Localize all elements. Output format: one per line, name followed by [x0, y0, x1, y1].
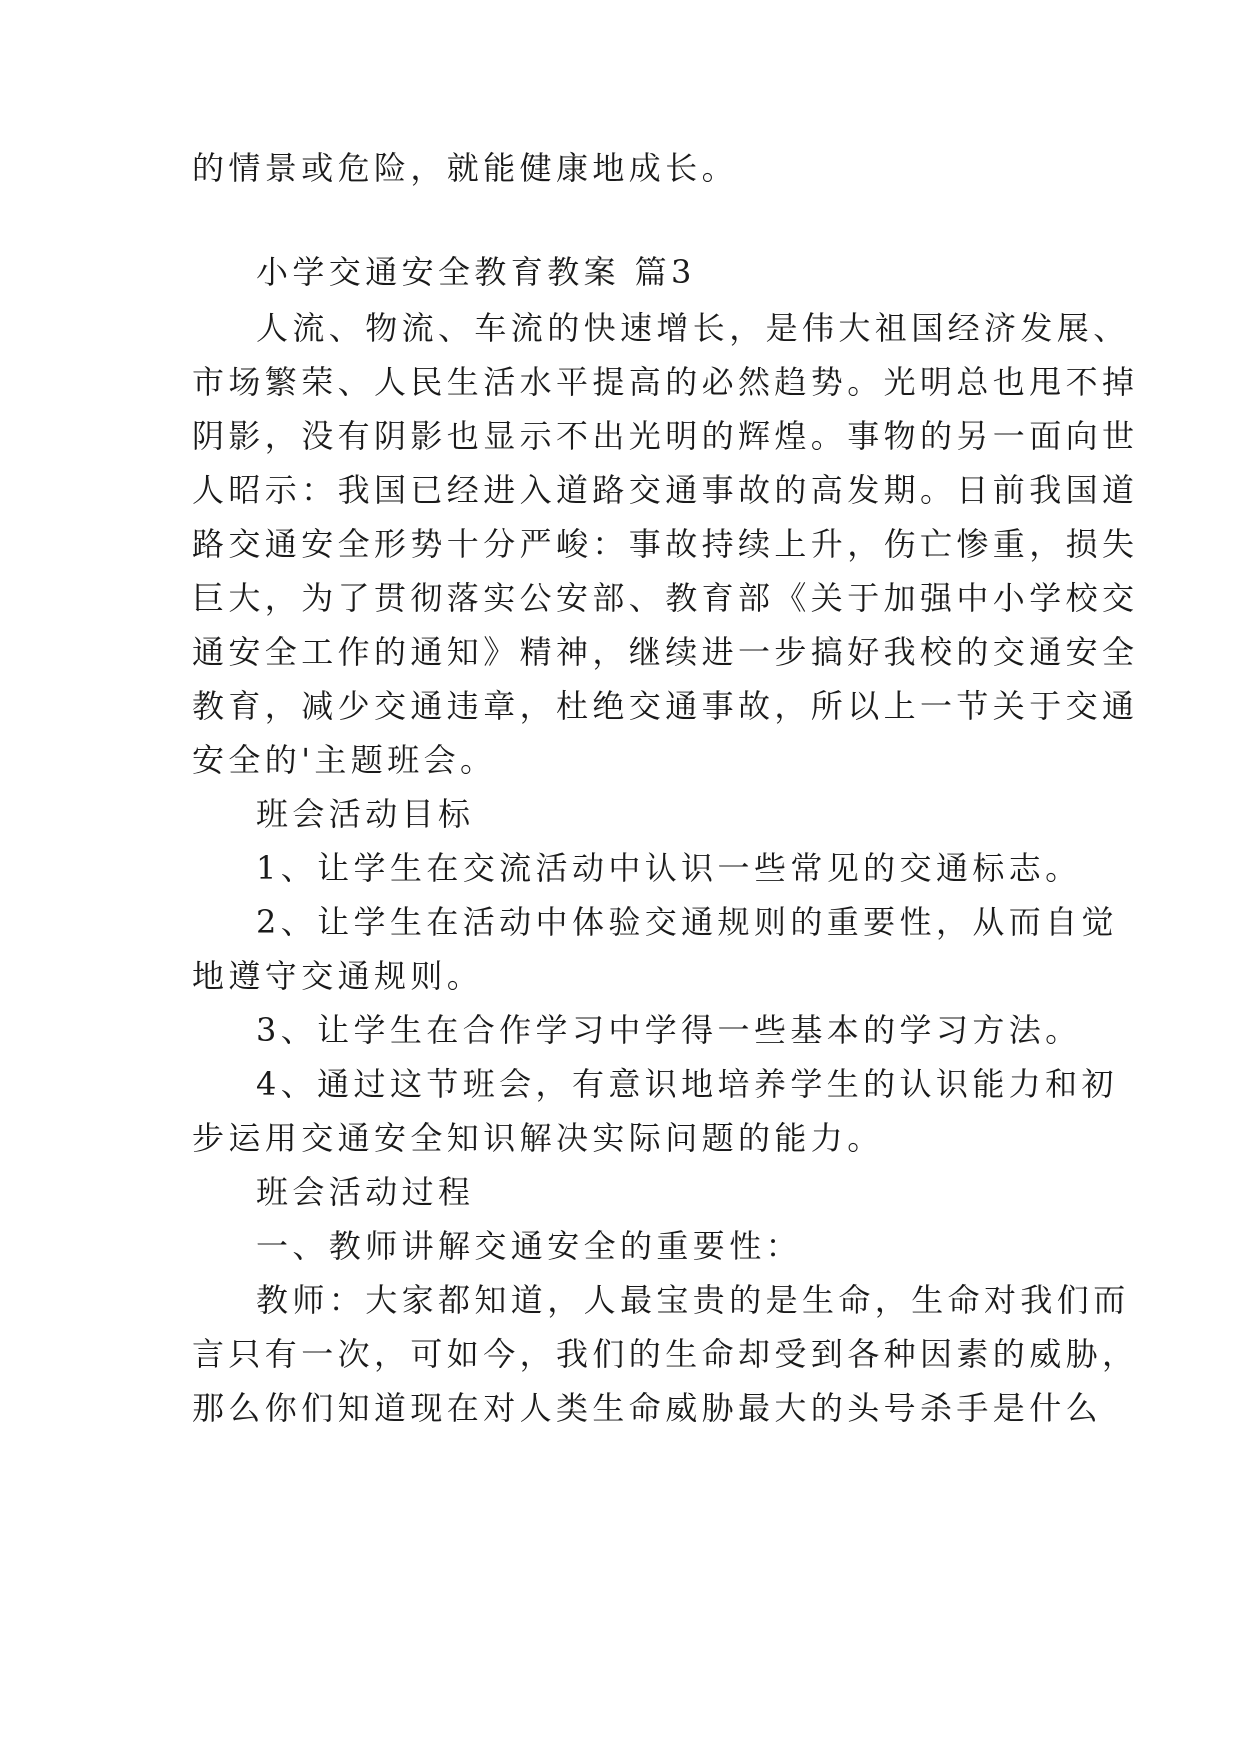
subheading-goals: 班会活动目标	[256, 795, 475, 833]
section-heading: 小学交通安全教育教案 篇3	[256, 253, 696, 291]
paragraph-line: 人流、物流、车流的快速增长，是伟大祖国经济发展、	[256, 309, 1130, 347]
paragraph-line: 通安全工作的通知》精神，继续进一步搞好我校的交通安全	[192, 633, 1139, 671]
paragraph-line: 地遵守交通规则。	[192, 957, 484, 995]
list-item: 1、让学生在交流活动中认识一些常见的交通标志。	[256, 849, 1082, 887]
paragraph-line: 教育，减少交通违章，杜绝交通事故，所以上一节关于交通	[192, 687, 1139, 725]
paragraph-line: 那么你们知道现在对人类生命威胁最大的头号杀手是什么	[192, 1389, 1103, 1427]
paragraph-line: 教师：大家都知道，人最宝贵的是生命，生命对我们而	[256, 1281, 1130, 1319]
list-item: 2、让学生在活动中体验交通规则的重要性，从而自觉	[256, 903, 1118, 941]
paragraph-line: 市场繁荣、人民生活水平提高的必然趋势。光明总也甩不掉	[192, 363, 1139, 401]
list-item: 3、让学生在合作学习中学得一些基本的学习方法。	[256, 1011, 1082, 1049]
paragraph-line: 路交通安全形势十分严峻：事故持续上升，伤亡惨重，损失	[192, 525, 1139, 563]
paragraph-line: 阴影，没有阴影也显示不出光明的辉煌。事物的另一面向世	[192, 417, 1139, 455]
list-item: 一、教师讲解交通安全的重要性：	[256, 1227, 803, 1265]
paragraph-line: 人昭示：我国已经进入道路交通事故的高发期。日前我国道	[192, 471, 1139, 509]
paragraph-line: 言只有一次，可如今，我们的生命却受到各种因素的威胁，	[192, 1335, 1139, 1373]
paragraph-line: 安全的'主题班会。	[192, 741, 497, 779]
paragraph-line: 巨大，为了贯彻落实公安部、教育部《关于加强中小学校交	[192, 579, 1139, 617]
subheading-process: 班会活动过程	[256, 1173, 475, 1211]
list-item: 4、通过这节班会，有意识地培养学生的认识能力和初	[256, 1065, 1118, 1103]
paragraph-line: 步运用交通安全知识解决实际问题的能力。	[192, 1119, 884, 1157]
paragraph-line: 的情景或危险，就能健康地成长。	[192, 149, 739, 187]
